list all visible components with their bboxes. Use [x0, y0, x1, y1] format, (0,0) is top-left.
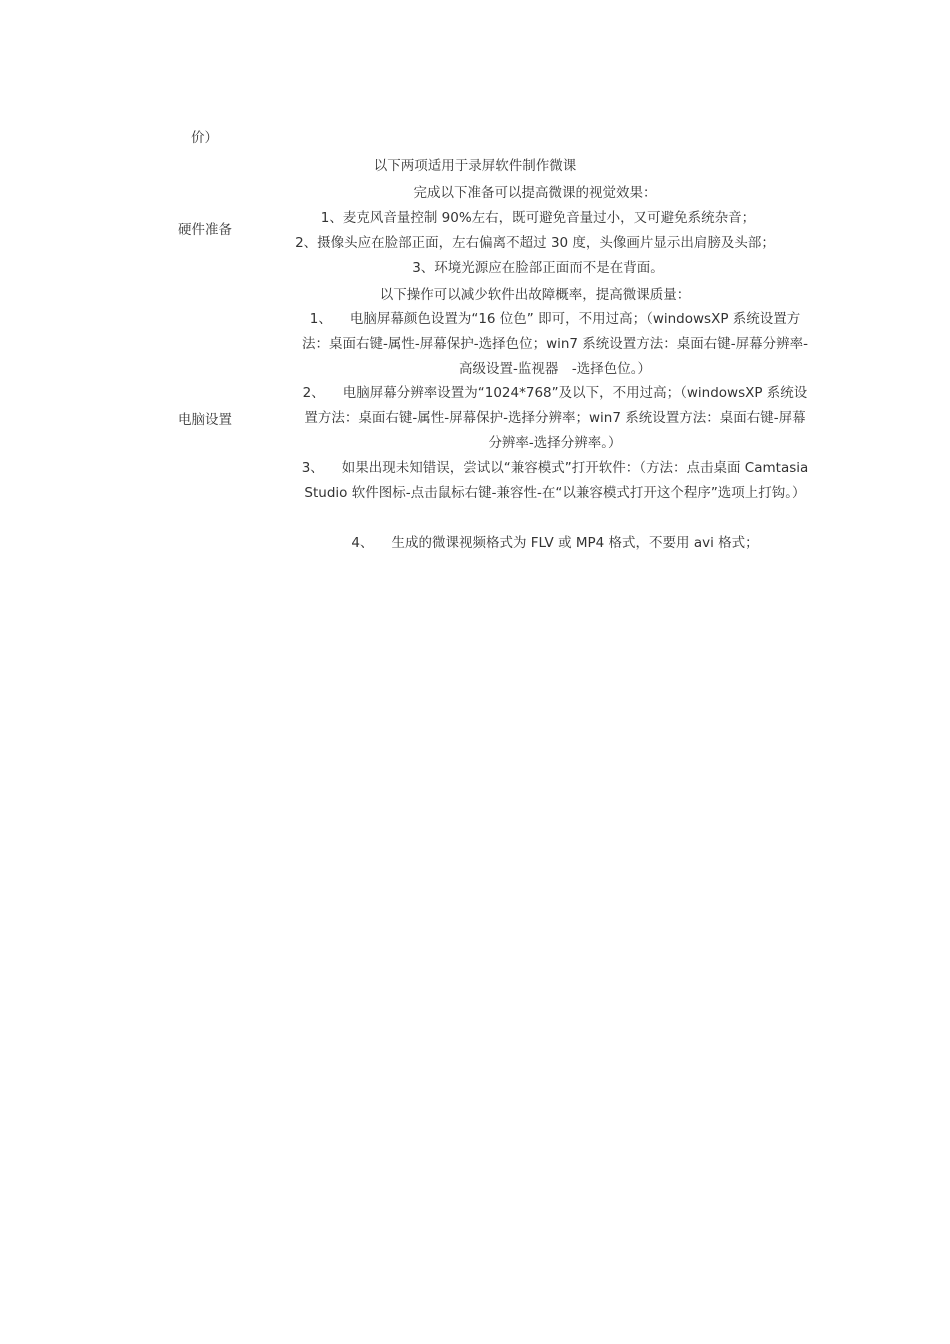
hardware-label: 硬件准备 — [178, 222, 232, 238]
item-number: 3、 — [301, 460, 324, 476]
item-number: 2、 — [302, 385, 325, 401]
computer-heading: 以下操作可以减少软件出故障概率，提高微课质量： — [379, 287, 691, 303]
hardware-item-3: 3、环境光源应在脸部正面而不是在背面。 — [412, 260, 664, 276]
intro-line: 以下两项适用于录屏软件制作微课 — [373, 158, 577, 174]
item-text: 电脑屏幕颜色设置为“16 位色” 即可，不用过高；（windowsXP 系统设置方法：桌面右键-属性-屏幕保护-选择色位；win7 系统设置方法：桌面右键-屏幕分辨率-高级设置-监视器 -选择色位。） — [301, 311, 809, 377]
item-text: 电脑屏幕分辨率设置为“1024*768”及以下，不用过高；（windowsXP 系统设置方法：桌面右键-属性-屏幕保护-选择分辨率；win7 系统设置方法：桌面右键-屏幕分辨率-选择分辨率。） — [304, 385, 808, 451]
item-number: 4、 — [351, 535, 374, 551]
item-number: 1、 — [309, 311, 332, 327]
hardware-item-1: 1、麦克风音量控制 90%左右，既可避免音量过小，又可避免系统杂音； — [320, 210, 756, 226]
hardware-item-2: 2、摄像头应在脸部正面，左右偏离不超过 30 度，头像画片显示出肩膀及头部； — [295, 235, 775, 251]
hardware-heading: 完成以下准备可以提高微课的视觉效果： — [413, 185, 657, 201]
computer-item-1 — [298, 307, 812, 382]
item-text: 生成的微课视频格式为 FLV 或 MP4 格式，不要用 avi 格式； — [391, 535, 759, 551]
computer-item-3 — [298, 456, 812, 506]
computer-item-2 — [298, 381, 812, 456]
computer-label: 电脑设置 — [178, 412, 232, 428]
continued-text: 价） — [191, 130, 218, 146]
item-text: 如果出现未知错误，尝试以“兼容模式”打开软件：（方法：点击桌面 Camtasia Studio 软件图标-点击鼠标右键-兼容性-在“以兼容模式打开这个程序”选项上打钩。） — [304, 460, 809, 501]
computer-item-4 — [298, 531, 812, 556]
